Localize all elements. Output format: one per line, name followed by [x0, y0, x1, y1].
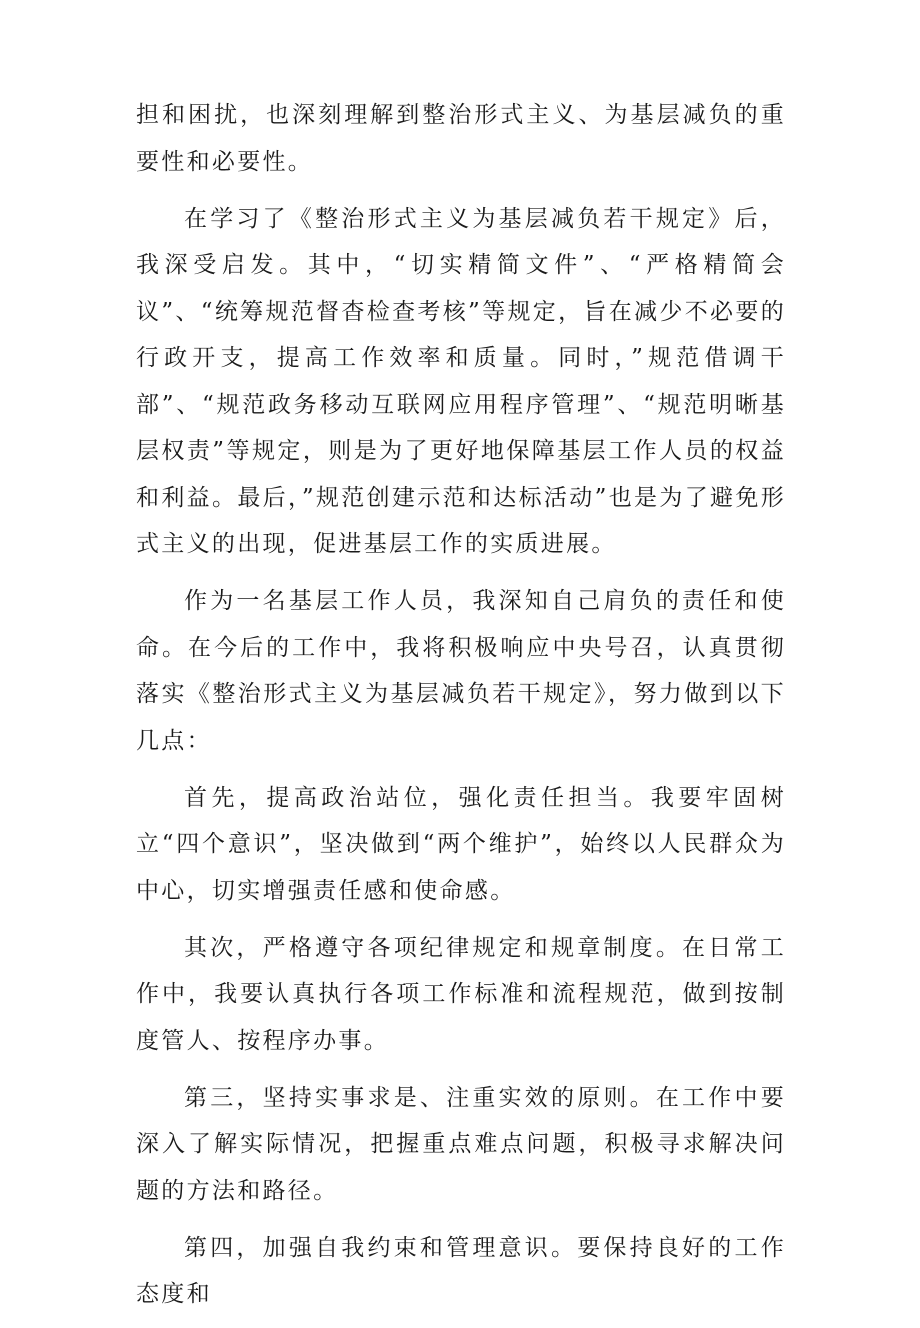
- paragraph-1: 担和困扰，也深刻理解到整治形式主义、为基层减负的重要性和必要性。: [136, 102, 786, 175]
- paragraph-7: 第四，加强自我约束和管理意识。要保持良好的工作态度和: [136, 1234, 786, 1307]
- paragraph-4: 首先，提高政治站位，强化责任担当。我要牢固树立“四个意识”，坚决做到“两个维护”，始终以人民群众为中心，切实增强责任感和使命感。: [136, 784, 786, 904]
- paragraph-5: 其次，严格遵守各项纪律规定和规章制度。在日常工作中，我要认真执行各项工作标准和流程规范，做到按制度管人、按程序办事。: [136, 934, 786, 1054]
- paragraph-2: 在学习了《整治形式主义为基层减负若干规定》后，我深受启发。其中，“切实精简文件”、“严格精简会议”、“统筹规范督杳检查考核”等规定，旨在减少不必要的行政开支，提高工作效率和质量。同时，”规范借调干部”、“规范政务移动互联网应用程序管理”、“规范明晰基层权责”等规定，则是为了更好地保障基层工作人员的权益和利益。最后，”规范创建示范和达标活动”也是为了避免形式主义的出现，促进基层工作的实质进展。: [136, 205, 786, 557]
- document-body: [136, 92, 786, 1328]
- paragraph-6: 第三，坚持实事求是、注重实效的原则。在工作中要深入了解实际情况，把握重点难点问题，积极寻求解决问题的方法和路径。: [136, 1084, 786, 1204]
- paragraph-3: 作为一名基层工作人员，我深知自己肩负的责任和使命。在今后的工作中，我将积极响应中央号召，认真贯彻落实《整治形式主义为基层减负若干规定》，努力做到以下几点：: [136, 588, 786, 754]
